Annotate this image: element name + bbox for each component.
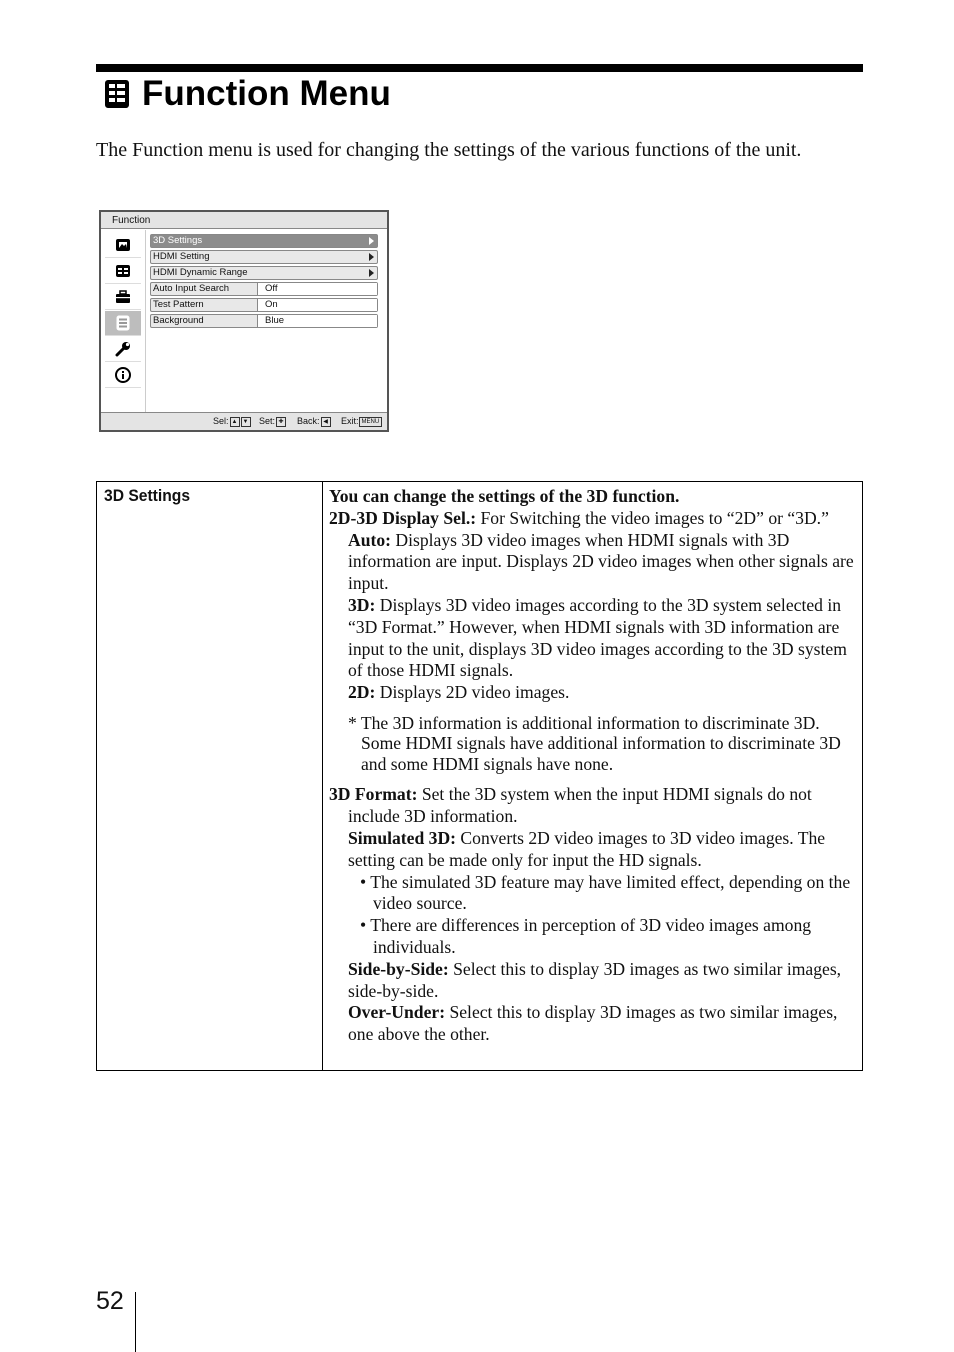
- table-item-description: [329, 486, 857, 1046]
- osd-row-auto-input-search[interactable]: Auto Input Search Off: [150, 282, 378, 296]
- side-by-side-entry: Side-by-Side: Select this to display 3D images as two similar images, side-by-side.: [348, 958, 842, 1001]
- auto-entry: Auto: Displays 3D video images when HDMI signals with 3D information are input. Displays 2D video images when other signals are input.: [348, 529, 854, 594]
- over-under-entry: Over-Under: Select this to display 3D images as two similar images, one above the other.: [348, 1002, 838, 1045]
- down-key-icon: ▼: [241, 417, 251, 427]
- 3d-entry: 3D: Displays 3D video images according to the 3D system selected in “3D Format.” However, when HDMI signals with 3D information are input to the unit, displays 3D video images according to the 3D system of those HDMI signals.: [348, 594, 847, 681]
- osd-cat-information[interactable]: [105, 363, 141, 388]
- osd-row-3d-settings[interactable]: 3D Settings: [150, 234, 378, 248]
- osd-cat-setup[interactable]: [105, 285, 141, 310]
- installation-icon: [115, 341, 131, 357]
- up-key-icon: ▲: [230, 417, 240, 427]
- page-title: [104, 74, 391, 114]
- osd-cat-function[interactable]: [105, 311, 141, 336]
- page-number: 52: [96, 1287, 124, 1315]
- osd-function-menu-screen: [99, 210, 389, 432]
- setup-icon: [115, 290, 131, 304]
- settings-table: [96, 481, 863, 1071]
- osd-cat-picture[interactable]: [105, 233, 141, 258]
- 2d-entry: 2D: Displays 2D video images.: [348, 682, 570, 703]
- page-number-rule: [135, 1292, 136, 1352]
- menu-key-icon: MENU: [359, 417, 383, 427]
- simulated-bullet-2: • There are differences in perception of 3D video images among individuals.: [360, 915, 812, 958]
- enter-key-icon: ✚: [276, 417, 286, 427]
- osd-menu-list: [150, 234, 378, 330]
- simulated-bullet-1: • The simulated 3D feature may have limited effect, depending on the video source.: [360, 871, 851, 914]
- simulated-3d-entry: Simulated 3D: Converts 2D video images to 3D video images. The setting can be made only for input the HD signals.: [348, 828, 826, 870]
- osd-footer-exit: Exit: MENU: [341, 413, 382, 430]
- osd-footer-set: Set: ✚: [259, 413, 286, 430]
- screen-icon: [115, 264, 131, 278]
- table-item-name: 3D Settings: [104, 486, 191, 505]
- left-key-icon: ◀: [321, 417, 331, 427]
- osd-footer-back: Back: ◀: [297, 413, 331, 430]
- information-icon: [115, 367, 131, 383]
- function-menu-icon: [104, 79, 130, 109]
- picture-icon: [115, 238, 131, 252]
- osd-cat-installation[interactable]: [105, 337, 141, 362]
- arrow-right-icon: [369, 269, 374, 277]
- osd-value: Off: [257, 283, 377, 295]
- 3d-format-entry: 3D Format: Set the 3D system when the input HDMI signals do not include 3D information.: [329, 784, 812, 827]
- lead-text: You can change the settings of the 3D function.: [329, 486, 680, 506]
- osd-row-background[interactable]: Background Blue: [150, 314, 378, 328]
- table-column-divider: [322, 482, 323, 1070]
- osd-title: Function: [101, 212, 387, 229]
- display-sel-entry: 2D-3D Display Sel.: For Switching the video images to “2D” or “3D.”: [329, 507, 829, 528]
- osd-value: On: [257, 299, 377, 311]
- arrow-right-icon: [369, 253, 374, 261]
- osd-category-sidebar: [101, 230, 146, 414]
- osd-row-test-pattern[interactable]: Test Pattern On: [150, 298, 378, 312]
- osd-row-hdmi-setting[interactable]: HDMI Setting: [150, 250, 378, 264]
- osd-row-hdmi-dynamic-range[interactable]: HDMI Dynamic Range: [150, 266, 378, 280]
- arrow-right-icon: [369, 237, 374, 245]
- osd-cat-screen[interactable]: [105, 259, 141, 284]
- page-title-text: Function Menu: [142, 74, 391, 113]
- top-rule: [96, 64, 863, 72]
- osd-footer: [101, 412, 387, 430]
- intro-text: The Function menu is used for changing the settings of the various functions of the unit.: [96, 139, 802, 161]
- osd-footer-sel: Sel: ▲ ▼: [213, 413, 251, 430]
- 3d-info-note: * The 3D information is additional information to discriminate 3D. Some HDMI signals have additional information to discriminate 3D and some HDMI signals have none.: [348, 712, 841, 774]
- osd-value: Blue: [257, 315, 377, 327]
- function-icon: [116, 315, 130, 331]
